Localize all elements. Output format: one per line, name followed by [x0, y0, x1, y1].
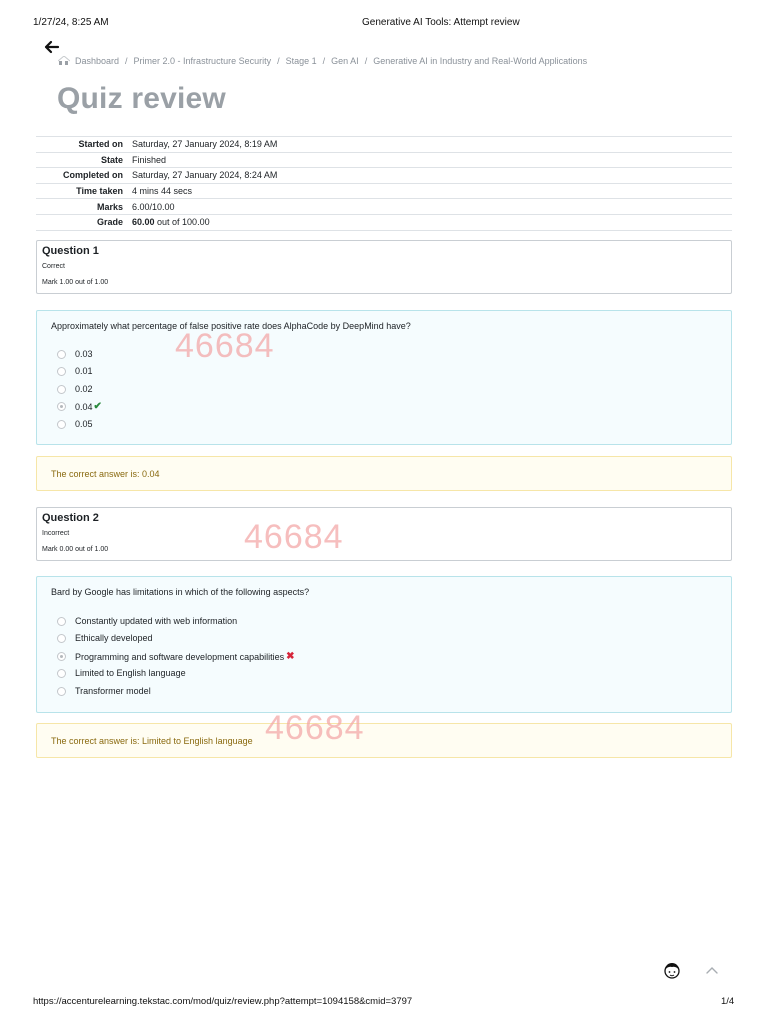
summary-row: [36, 199, 732, 215]
summary-label: Started on: [78, 139, 123, 150]
page-number: 1/4: [721, 996, 735, 1007]
page-title: Quiz review: [57, 82, 226, 115]
watermark: 46684: [175, 327, 275, 365]
summary-row: [36, 183, 732, 199]
breadcrumb-section[interactable]: Gen AI: [331, 56, 359, 66]
print-timestamp: 1/27/24, 8:25 AM: [33, 17, 109, 28]
option-label: 0.04: [75, 401, 93, 412]
summary-row: [36, 214, 732, 230]
breadcrumb-stage[interactable]: Stage 1: [285, 56, 317, 66]
correct-answer-text: The correct answer is: 0.04: [51, 469, 160, 479]
option-label: 0.02: [75, 384, 93, 394]
grade-out-of: out of 100.00: [154, 217, 210, 228]
breadcrumb-separator: /: [322, 56, 326, 66]
summary-value: 4 mins 44 secs: [132, 186, 193, 197]
check-icon: ✔: [93, 401, 102, 412]
breadcrumb-separator: /: [125, 56, 128, 66]
summary-row: [36, 168, 732, 184]
option-label: Constantly updated with web information: [75, 616, 238, 626]
radio-button[interactable]: [57, 617, 66, 626]
question-2-feedback: [36, 723, 732, 758]
answer-option[interactable]: [57, 633, 153, 643]
avatar-icon[interactable]: [662, 960, 682, 980]
back-arrow-icon[interactable]: [44, 40, 60, 54]
radio-button-checked[interactable]: [57, 652, 66, 661]
summary-value: Saturday, 27 January 2024, 8:19 AM: [132, 139, 278, 150]
option-label: Ethically developed: [75, 633, 153, 643]
print-page-title: Generative AI Tools: Attempt review: [362, 17, 520, 28]
option-label: Programming and software development capabilities: [75, 651, 285, 662]
grade-value: 60.00: [132, 217, 155, 228]
breadcrumb-course[interactable]: Primer 2.0 - Infrastructure Security: [133, 56, 272, 66]
print-header: [0, 0, 768, 40]
question-mark: Mark 1.00 out of 1.00: [42, 279, 109, 286]
attempt-summary-table: [36, 136, 732, 231]
summary-row: [36, 137, 732, 153]
breadcrumb-separator: /: [277, 56, 280, 66]
summary-label: Completed on: [63, 170, 123, 181]
home-icon: [58, 56, 70, 66]
radio-button[interactable]: [57, 669, 66, 678]
answer-option-selected[interactable]: [57, 401, 102, 412]
answer-option[interactable]: [57, 384, 93, 394]
page-url: https://accenturelearning.tekstac.com/mod/quiz/review.php?attempt=1094158&cmid=3797: [33, 996, 413, 1007]
question-mark: Mark 0.00 out of 1.00: [42, 546, 109, 553]
summary-label: Marks: [96, 201, 123, 212]
radio-button-checked[interactable]: [57, 402, 66, 411]
answer-option[interactable]: [57, 686, 151, 696]
radio-button[interactable]: [57, 420, 66, 429]
summary-value: [132, 214, 732, 230]
question-1-feedback: [36, 456, 732, 491]
option-label: Transformer model: [75, 686, 151, 696]
answer-option[interactable]: [57, 616, 237, 626]
option-label: 0.05: [75, 419, 93, 429]
summary-label: State: [100, 154, 123, 165]
summary-value: Finished: [132, 154, 167, 165]
cross-icon: ✖: [286, 651, 295, 662]
question-2-content: [36, 576, 732, 713]
option-label: 0.03: [75, 349, 93, 359]
watermark: 46684: [244, 518, 344, 556]
answer-option[interactable]: [57, 349, 93, 359]
question-number: Question 2: [42, 512, 99, 524]
question-1-content: [36, 310, 732, 445]
option-label: 0.01: [75, 366, 93, 376]
breadcrumb-activity[interactable]: Generative AI in Industry and Real-World Applications: [373, 56, 588, 66]
summary-value: Saturday, 27 January 2024, 8:24 AM: [132, 170, 278, 181]
question-state: Incorrect: [42, 530, 70, 537]
breadcrumb-separator: /: [364, 56, 368, 66]
answer-option[interactable]: [57, 419, 93, 429]
question-text: Approximately what percentage of false positive rate does AlphaCode by DeepMind have?: [51, 321, 411, 331]
question-1-info: [36, 240, 732, 294]
question-state: Correct: [42, 263, 65, 270]
summary-label: Time taken: [76, 186, 123, 197]
answer-option[interactable]: [57, 668, 186, 678]
answer-option-selected[interactable]: [57, 651, 295, 662]
radio-button[interactable]: [57, 367, 66, 376]
question-number: Question 1: [42, 245, 99, 257]
summary-value: 6.00/10.00: [132, 201, 175, 212]
breadcrumb-dashboard[interactable]: Dashboard: [75, 56, 120, 66]
question-2-info: [36, 507, 732, 561]
radio-button[interactable]: [57, 350, 66, 359]
correct-answer-text: The correct answer is: Limited to English language: [51, 736, 253, 746]
summary-row: [36, 152, 732, 168]
watermark: 46684: [265, 709, 365, 747]
breadcrumb: [58, 56, 587, 66]
summary-label: Grade: [96, 217, 123, 228]
option-label: Limited to English language: [75, 668, 186, 678]
radio-button[interactable]: [57, 634, 66, 643]
chevron-up-icon[interactable]: [704, 963, 720, 975]
question-text: Bard by Google has limitations in which of the following aspects?: [51, 587, 310, 597]
answer-option[interactable]: [57, 366, 93, 376]
radio-button[interactable]: [57, 687, 66, 696]
radio-button[interactable]: [57, 385, 66, 394]
